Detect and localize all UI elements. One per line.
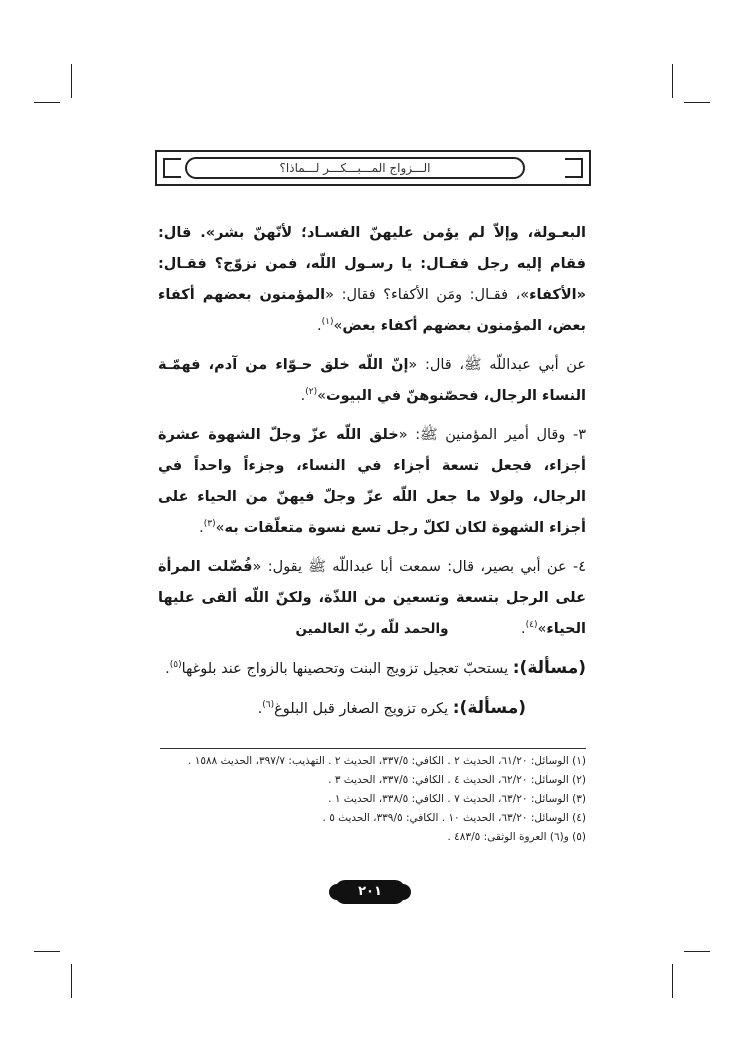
paragraph-text: البعـولة، وإلاّ لم يؤمن عليهنّ الفسـاد؛ لأنّهنّ بشر». قال: فقام إليه رجل فقـال: يا رسـول اللّه، فمن نزوّج؟ فقـال: « xyxy=(158,225,586,303)
crop-mark-bottom-left-h xyxy=(34,951,60,952)
crop-mark-top-right-v xyxy=(672,64,673,98)
crop-mark-bottom-right-v xyxy=(672,964,673,998)
footnote-item: (١) الوسائل: ٦١/٢٠، الحديث ٢ . الكافي: ٣٣٧/٥، الحديث ٢ . التهذيب: ٣٩٧/٧، الحديث ١٥٨٨ . xyxy=(188,755,586,767)
paragraph-4: ٤- عن أبي بصير، قال: سمعت أبا عبداللّه ﷺ يقول: «فُضّلت المرأة على الرجل بتسعة وتسعين من اللذّة، ولكنّ اللّه ألقى عليها الحياء»$^{(٤)}$. xyxy=(158,559,586,637)
issue-label: (مسألة): xyxy=(512,658,586,678)
paragraph-text: »، فقـال: ومَن الأكفاء؟ فقال: « xyxy=(325,287,530,303)
footnote-ref[interactable]: (٥) xyxy=(169,660,182,671)
paragraph-2: عن أبي عبداللّه ﷺ، قال: «إنّ اللّه خلق حـوّاء من آدم، فهمّـة النساء الرجال، فحصّنوهنّ في البيوت»$^{(٢)}$. xyxy=(158,357,586,404)
footnote-item: (٥) و(٦) العروة الوثقى: ٤٨٣/٥ . xyxy=(447,831,586,843)
issue-2: (مسألة): يكره تزويج الصغار قبل البلوغ$^{(٦)}$. xyxy=(257,698,526,718)
paragraph-text: الأكفاء xyxy=(529,287,577,303)
footnote-ref[interactable]: (٣) xyxy=(203,519,216,530)
crop-mark-top-right-h xyxy=(684,102,710,103)
issue-1: (مسألة): يستحبّ تعجيل تزويج البنت وتحصينها بالزواج عند بلوغها$^{(٥)}$. xyxy=(165,658,586,678)
footnote-divider xyxy=(160,748,586,749)
running-header xyxy=(155,150,591,186)
paragraph-text: خلق اللّه عزّ وجلّ الشهوة عشرة أجزاء، فجعل تسعة أجزاء في النساء، وجزءاً واحداً في الرجال، ولولا ما جعل اللّه عزّ وجلّ فيهنّ من الحياء على أجزاء الشهوة لكان لكلّ رجل تسع نسوة متعلّقات به xyxy=(158,427,586,536)
crop-mark-bottom-left-v xyxy=(71,964,72,998)
footnote-ref[interactable]: (١) xyxy=(321,317,334,328)
paragraph-text: ٣- وقال أمير المؤمنين ﷺ: « xyxy=(398,427,586,443)
paragraph-text: ٤- عن أبي بصير، قال: سمعت أبا عبداللّه ﷺ يقول: « xyxy=(252,559,586,575)
header-left-bracket xyxy=(163,158,181,178)
paragraph-text: المؤمنون بعضهم أكفاء بعض، المؤمنون بعضهم أكفاء بعض xyxy=(158,287,586,334)
footnote-ref[interactable]: (٢) xyxy=(305,387,318,398)
issue-text: يستحبّ تعجيل تزويج البنت وتحصينها بالزواج عند بلوغها xyxy=(181,661,513,677)
paragraph-text: فُضّلت المرأة على الرجل بتسعة وتسعين من اللذّة، ولكنّ اللّه ألقى عليها الحياء xyxy=(158,559,586,637)
footnote-ref[interactable]: (٤) xyxy=(525,620,538,631)
closing-line: والحمد للّه ربّ العالمين xyxy=(295,621,449,637)
paragraph-text: إنّ اللّه خلق حـوّاء من آدم، فهمّـة النساء الرجال، فحصّنوهنّ في البيوت xyxy=(158,357,586,404)
header-right-bracket xyxy=(565,158,583,178)
issue-text: يكره تزويج الصغار قبل البلوغ xyxy=(274,701,453,717)
paragraph-text: » xyxy=(317,388,327,404)
footnote-item: (٤) الوسائل: ٦٣/٢٠، الحديث ١٠ . الكافي: ٣٣٩/٥، الحديث ٥ . xyxy=(322,812,586,824)
paragraph-1: البعـولة، وإلاّ لم يؤمن عليهنّ الفسـاد؛ لأنّهنّ بشر». قال: فقام إليه رجل فقـال: يا رسـول اللّه، فمن نزوّج؟ فقـال: «الأكفاء»، فقـال: ومَن الأكفاء؟ فقال: «المؤمنون بعضهم أكفاء بعض، المؤمنون بعضهم أكفاء بعض»$^{(١)}$. xyxy=(158,225,586,334)
footnote-ref[interactable]: (٦) xyxy=(262,700,275,711)
paragraph-text: عن أبي عبداللّه ﷺ، قال: « xyxy=(408,357,586,373)
issue-label: (مسألة): xyxy=(452,698,526,718)
page-number: ٢٠١ xyxy=(335,880,405,904)
crop-mark-top-left-v xyxy=(71,64,72,98)
crop-mark-bottom-right-h xyxy=(684,951,710,952)
body-text xyxy=(158,218,586,733)
footnotes xyxy=(160,752,586,847)
paragraph-3: ٣- وقال أمير المؤمنين ﷺ: «خلق اللّه عزّ وجلّ الشهوة عشرة أجزاء، فجعل تسعة أجزاء في النساء، وجزءاً واحداً في الرجال، ولولا ما جعل اللّه عزّ وجلّ فيهنّ من الحياء على أجزاء الشهوة لكان لكلّ رجل تسع نسوة متعلّقات به»$^{(٣)}$. xyxy=(158,427,586,536)
footnote-item: (٢) الوسائل: ٦٢/٢٠، الحديث ٤ . الكافي: ٣٣٧/٥، الحديث ٣ . xyxy=(328,774,586,786)
paragraph-text: » xyxy=(537,621,547,637)
header-title: الـــزواج المـــبـــكـــر لـــماذا؟ xyxy=(185,157,525,179)
paragraph-text: » xyxy=(333,318,343,334)
crop-mark-top-left-h xyxy=(34,102,60,103)
paragraph-text: » xyxy=(215,520,225,536)
footnote-item: (٣) الوسائل: ٦٣/٢٠، الحديث ٧ . الكافي: ٣٣٨/٥، الحديث ١ . xyxy=(328,793,586,805)
